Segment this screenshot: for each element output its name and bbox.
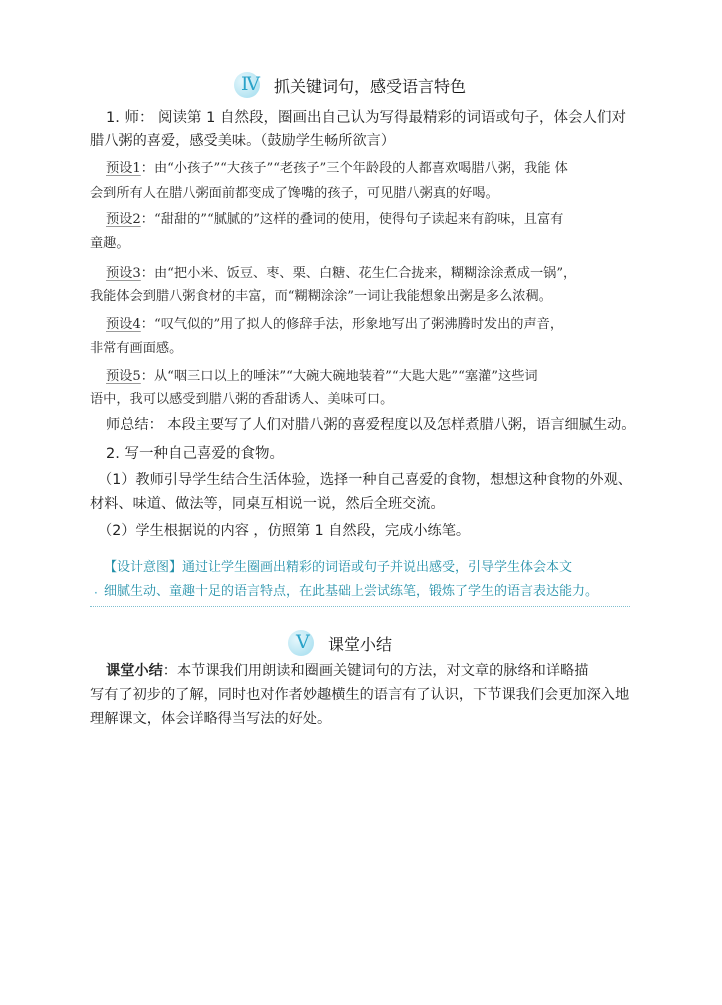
preset-text: ：从“咽三口以上的唾沫”“大碗大碗地装着”“大匙大匙”“塞灌”这些词 (140, 369, 538, 384)
task-2-step-1: （1）教师引导学生结合生活体验，选择一种自己喜爱的食物，想想这种食物的外观、 (98, 472, 632, 488)
section-numeral: Ⅴ (296, 631, 309, 653)
preset-4 (106, 313, 563, 332)
task-2-step-2: （2）学生根据说的内容 ，仿照第 1 自然段，完成小练笔。 (98, 523, 471, 539)
design-intent-line-2: 细腻生动、童趣十足的语言特点，在此基础上尝试练笔，锻炼了学生的语言表达能力。 (104, 584, 599, 599)
task-2-step-1-cont: 材料、味道、做法等，同桌互相说一说，然后全班交流。 (90, 496, 445, 512)
closing-line-3: 理解课文，体会详略得当写法的好处。 (90, 711, 332, 727)
preset-3-cont: 我能体会到腊八粥食材的丰富，而“糊糊涂涂”一词让我能想象出粥是多么浓稠。 (90, 289, 552, 304)
preset-text: ：“甜甜的”“腻腻的”这样的叠词的使用，使得句子读起来有韵味，且富有 (140, 212, 564, 227)
preset-2-cont: 童趣。 (90, 236, 130, 251)
closing-line-1 (106, 660, 588, 680)
preset-3 (106, 262, 576, 281)
section-5-heading (288, 630, 392, 656)
task-1-line: 1. 师： 阅读第 1 自然段，圈画出自己认为写得最精彩的词语或句子，体会人们对 (106, 110, 626, 126)
section-numeral: Ⅳ (241, 73, 259, 95)
section-title: 抓关键词句，感受语言特色 (274, 76, 467, 96)
preset-2 (106, 208, 563, 227)
preset-text: ：由“小孩子”“大孩子”“老孩子”三个年龄段的人都喜欢喝腊八粥，我能 体 (140, 161, 568, 176)
section-4-heading (234, 72, 466, 98)
preset-label: 预设4 (106, 317, 141, 332)
preset-1 (106, 157, 568, 176)
teacher-summary: 师总结： 本段主要写了人们对腊八粥的喜爱程度以及怎样煮腊八粥，语言细腻生动。 (106, 417, 636, 433)
preset-text: ：“叹气似的”用了拟人的修辞手法，形象地写出了粥沸腾时发出的声音， (140, 317, 564, 332)
preset-label: 预设3 (106, 266, 141, 281)
task-2-heading: 2. 写一种自己喜爱的食物。 (106, 446, 284, 462)
section-numeral-badge (234, 72, 264, 98)
preset-label: 预设2 (106, 212, 141, 227)
bullet-dot-icon: · (94, 586, 98, 600)
closing-line-2: 写有了初步的了解，同时也对作者妙趣横生的语言有了认识，下节课我们会更加深入地 (90, 687, 630, 703)
preset-label: 预设1 (106, 161, 141, 176)
section-title: 课堂小结 (328, 634, 393, 654)
closing-label: 课堂小结 (106, 663, 163, 679)
task-1-line-2: 腊八粥的喜爱，感受美味。（鼓励学生畅所欲言） (90, 133, 396, 149)
preset-label: 预设5 (106, 369, 141, 384)
preset-4-cont: 非常有画面感。 (90, 341, 183, 356)
preset-1-cont: 会到所有人在腊八粥面前都变成了馋嘴的孩子，可见腊八粥真的好喝。 (90, 186, 499, 201)
preset-5-cont: 语中，我可以感受到腊八粥的香甜诱人、美味可口。 (90, 392, 394, 407)
design-intent-line-1: 【设计意图】通过让学生圈画出精彩的词语或句子并说出感受，引导学生体会本文 (104, 560, 573, 575)
preset-5 (106, 365, 538, 384)
preset-text: ：由“把小米、饭豆、枣、栗、白糖、花生仁合拢来，糊糊涂涂煮成一锅”， (140, 266, 577, 281)
closing-text: ：本节课我们用朗读和圈画关键词句的方法，对文章的脉络和详略描 (162, 663, 589, 679)
section-numeral-badge (288, 630, 318, 656)
